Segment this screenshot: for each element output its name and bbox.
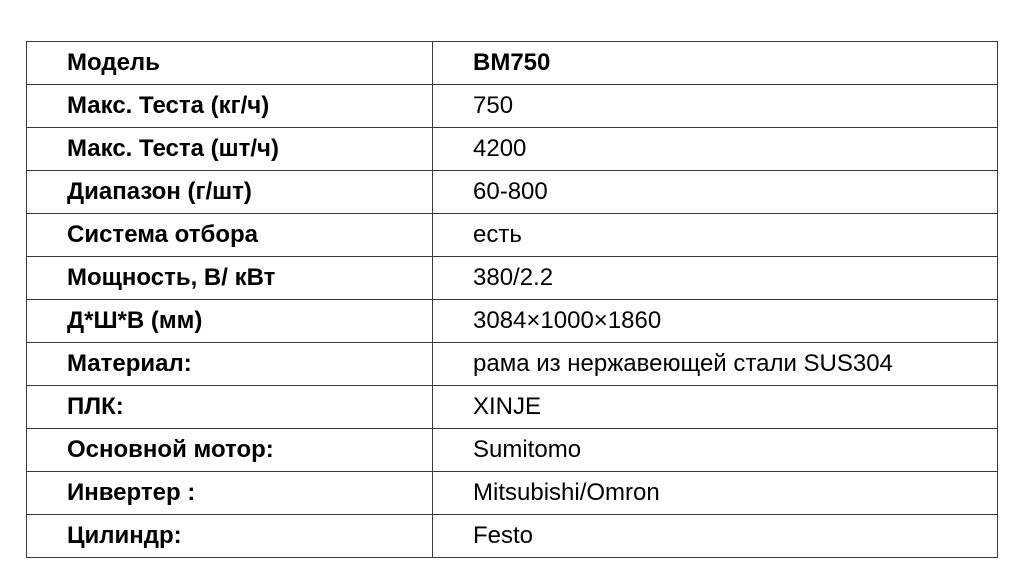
table-row: [27, 429, 998, 472]
row-label: Инвертер :: [27, 472, 433, 515]
row-label: Система отбора: [27, 214, 433, 257]
row-label: Материал:: [27, 343, 433, 386]
row-value: 750: [433, 85, 998, 128]
table-row: [27, 257, 998, 300]
row-value: рама из нержавеющей стали SUS304: [433, 343, 998, 386]
spec-table: [26, 41, 998, 558]
table-row: [27, 386, 998, 429]
model-label: Модель: [27, 42, 433, 85]
table-header-row: [27, 42, 998, 85]
table-row: [27, 472, 998, 515]
row-value: Sumitomo: [433, 429, 998, 472]
row-value: 380/2.2: [433, 257, 998, 300]
table-row: [27, 300, 998, 343]
row-label: Макс. Теста (шт/ч): [27, 128, 433, 171]
row-value: XINJE: [433, 386, 998, 429]
table-row: [27, 85, 998, 128]
row-value: есть: [433, 214, 998, 257]
row-value: 4200: [433, 128, 998, 171]
row-label: Основной мотор:: [27, 429, 433, 472]
table-row: [27, 515, 998, 558]
row-label: ПЛК:: [27, 386, 433, 429]
table-row: [27, 171, 998, 214]
row-label: Диапазон (г/шт): [27, 171, 433, 214]
row-value: Mitsubishi/Omron: [433, 472, 998, 515]
row-label: Макс. Теста (кг/ч): [27, 85, 433, 128]
table-row: [27, 343, 998, 386]
row-value: 3084×1000×1860: [433, 300, 998, 343]
row-label: Д*Ш*В (мм): [27, 300, 433, 343]
table-row: [27, 214, 998, 257]
model-value: BM750: [433, 42, 998, 85]
table-row: [27, 128, 998, 171]
row-label: Цилиндр:: [27, 515, 433, 558]
row-label: Мощность, В/ кВт: [27, 257, 433, 300]
row-value: 60-800: [433, 171, 998, 214]
row-value: Festo: [433, 515, 998, 558]
